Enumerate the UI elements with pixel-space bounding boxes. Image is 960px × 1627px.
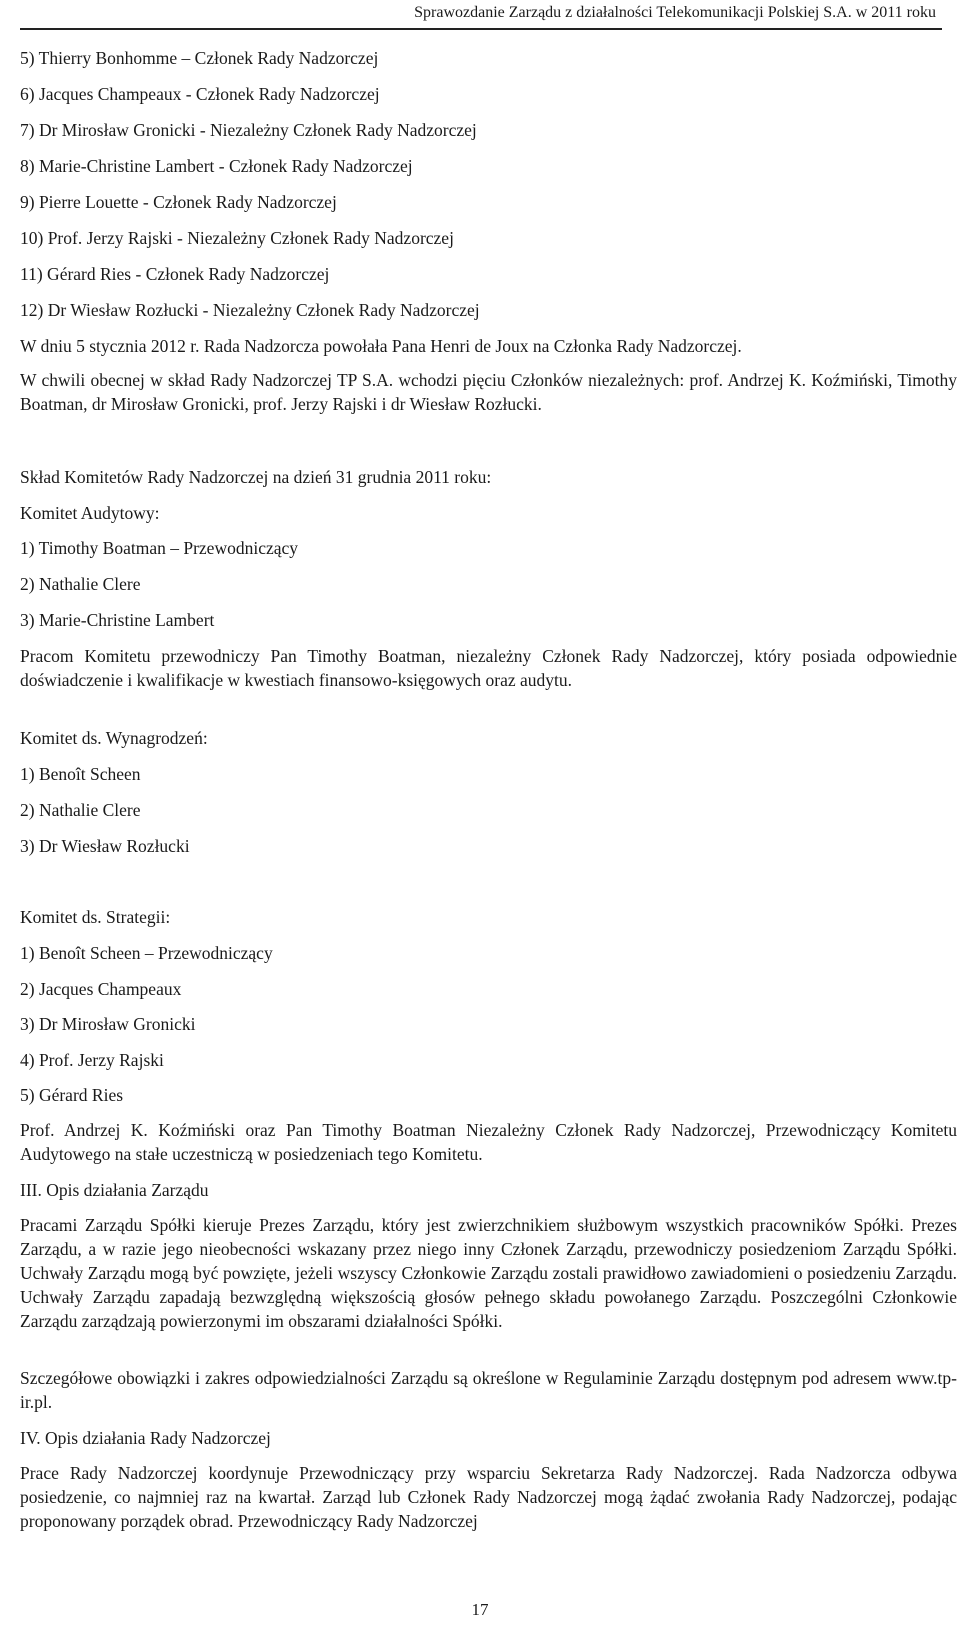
remuneration-committee-member-2: 2) Nathalie Clere	[20, 800, 141, 820]
audit-committee-title: Komitet Audytowy:	[20, 503, 160, 523]
strategy-committee-note: Prof. Andrzej K. Koźmiński oraz Pan Timothy Boatman Niezależny Członek Rady Nadzorczej, Przewodniczący Komitetu Audytowego na stałe uczestniczą w posiedzeniach tego Komitetu.	[20, 1120, 957, 1164]
page-number: 17	[471, 1600, 489, 1619]
section-4-paragraph-1: Prace Rady Nadzorczej koordynuje Przewodniczący przy wsparciu Sekretarza Rady Nadzorczej. Rada Nadzorcza odbywa posiedzenie, co najmniej raz na kwartał. Zarząd lub Członek Rady Nadzorczej mogą żądać zwołania Rady Nadzorczej, podając proponowany porządek obrad. Przewodniczący Rady Nadzorczej	[20, 1463, 957, 1531]
section-3-paragraph-1: Pracami Zarządu Spółki kieruje Prezes Zarządu, który jest zwierzchnikiem służbowym wszystkich pracowników Spółki. Prezes Zarządu, a w razie jego nieobecności wskazany przez niego inny Członek Zarządu, przewodniczy posiedzeniom Zarządu Spółki. Uchwały Zarządu mogą być powzięte, jeżeli wszyscy Członkowie Zarządu zostali prawidłowo zawiadomieni o posiedzeniu Zarządu. Uchwały Zarządu zapadają bezwzględną większością głosów pełnego składu powołanego Zarządu. Poszczególni Członkowie Zarządu zarządzają powierzonymi im obszarami działalności Spółki.	[20, 1215, 957, 1331]
committees-title: Skład Komitetów Rady Nadzorczej na dzień 31 grudnia 2011 roku:	[20, 467, 492, 487]
strategy-committee-member-1: 1) Benoît Scheen – Przewodniczący	[20, 943, 273, 963]
page-header	[20, 0, 942, 30]
audit-committee-member-1: 1) Timothy Boatman – Przewodniczący	[20, 538, 299, 558]
board-member-8: 8) Marie-Christine Lambert - Członek Rady Nadzorczej	[20, 156, 413, 176]
board-member-10: 10) Prof. Jerzy Rajski - Niezależny Członek Rady Nadzorczej	[20, 228, 454, 248]
appointment-note: W dniu 5 stycznia 2012 r. Rada Nadzorcza powołała Pana Henri de Joux na Członka Rady Nadzorczej.	[20, 336, 742, 356]
remuneration-committee-member-3: 3) Dr Wiesław Rozłucki	[20, 836, 190, 856]
section-4-heading: IV. Opis działania Rady Nadzorczej	[20, 1428, 271, 1448]
remuneration-committee-title: Komitet ds. Wynagrodzeń:	[20, 728, 208, 748]
section-3-heading: III. Opis działania Zarządu	[20, 1180, 209, 1200]
section-3-paragraph-2: Szczegółowe obowiązki i zakres odpowiedzialności Zarządu są określone w Regulaminie Zarządu dostępnym pod adresem www.tp-ir.pl.	[20, 1368, 957, 1412]
board-member-12: 12) Dr Wiesław Rozłucki - Niezależny Członek Rady Nadzorczej	[20, 300, 480, 320]
audit-committee-member-3: 3) Marie-Christine Lambert	[20, 610, 215, 630]
strategy-committee-member-2: 2) Jacques Champeaux	[20, 979, 182, 999]
strategy-committee-title: Komitet ds. Strategii:	[20, 907, 171, 927]
board-member-9: 9) Pierre Louette - Członek Rady Nadzorczej	[20, 192, 337, 212]
header-title: Sprawozdanie Zarządu z działalności Telekomunikacji Polskiej S.A. w 2011 roku	[414, 4, 936, 21]
strategy-committee-member-5: 5) Gérard Ries	[20, 1085, 124, 1105]
board-member-6: 6) Jacques Champeaux - Członek Rady Nadzorczej	[20, 84, 380, 104]
strategy-committee-member-3: 3) Dr Mirosław Gronicki	[20, 1014, 196, 1034]
board-member-11: 11) Gérard Ries - Członek Rady Nadzorczej	[20, 264, 330, 284]
independent-members-paragraph: W chwili obecnej w skład Rady Nadzorczej TP S.A. wchodzi pięciu Członków niezależnych: prof. Andrzej K. Koźmiński, Timothy Boatman, dr Mirosław Gronicki, prof. Jerzy Rajski i dr Wiesław Rozłucki.	[20, 370, 957, 414]
audit-committee-note: Pracom Komitetu przewodniczy Pan Timothy Boatman, niezależny Członek Rady Nadzorczej, który posiada odpowiednie doświadczenie i kwalifikacje w kwestiach finansowo-księgowych oraz audytu.	[20, 646, 957, 690]
board-member-7: 7) Dr Mirosław Gronicki - Niezależny Członek Rady Nadzorczej	[20, 120, 477, 140]
strategy-committee-member-4: 4) Prof. Jerzy Rajski	[20, 1050, 164, 1070]
remuneration-committee-member-1: 1) Benoît Scheen	[20, 764, 141, 784]
audit-committee-member-2: 2) Nathalie Clere	[20, 574, 141, 594]
board-member-5: 5) Thierry Bonhomme – Członek Rady Nadzorczej	[20, 48, 379, 68]
